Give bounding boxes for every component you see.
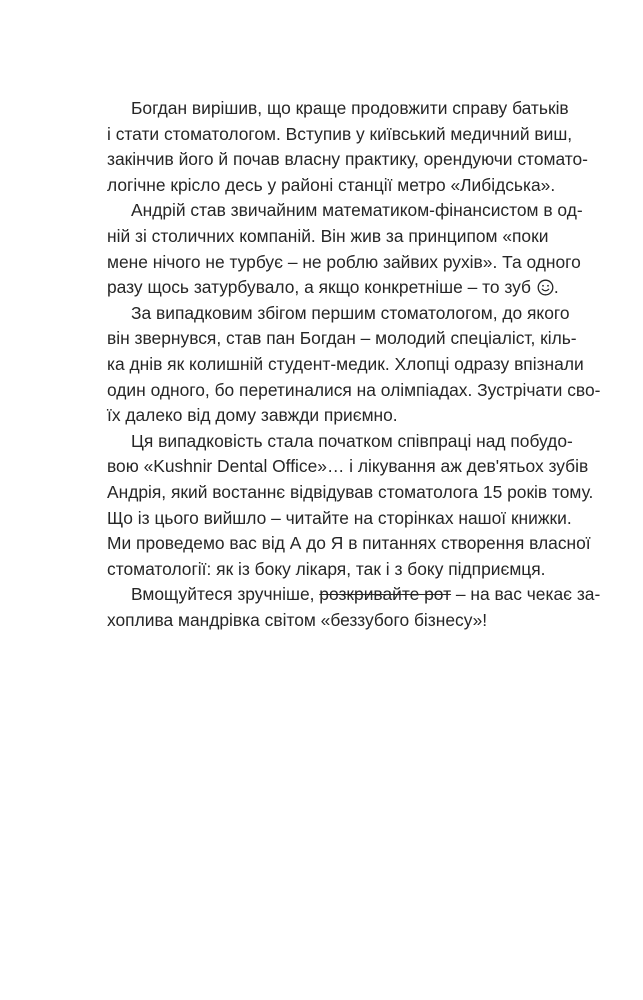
paragraph-1 <box>107 96 588 198</box>
text-line: один одного, бо перетиналися на олімпіадах. Зустрічати сво- <box>107 379 601 400</box>
paragraph-2 <box>107 198 583 300</box>
text-line: стоматології: як із боку лікаря, так і з боку підприємця. <box>107 558 546 579</box>
body-text <box>107 96 601 633</box>
text-line: ка днів як колишній студент-медик. Хлопці одразу впізнали <box>107 353 584 374</box>
text-line: вою «Kushnir Dental Office»… і лікування аж дев'ятьох зубів <box>107 456 589 477</box>
text-line: Ми проведемо вас від А до Я в питаннях створення власної <box>107 533 591 554</box>
text-line: логічне крісло десь у районі станції метро «Либідська». <box>107 174 556 195</box>
text-segment: – на вас чекає за- <box>451 584 601 605</box>
text-line: він звернувся, став пан Богдан – молодий спеціаліст, кіль- <box>107 328 577 349</box>
text-segment: Вмощуйтеся зручніше, <box>131 584 320 605</box>
paragraph-3 <box>107 301 601 429</box>
strikethrough-text: розкривайте рот <box>319 584 452 605</box>
text-line: Що із цього вийшло – читайте на сторінках нашої книжки. <box>107 507 572 528</box>
text-line: Богдан вирішив, що краще продовжити справу батьків <box>131 98 569 118</box>
paragraph-4 <box>107 429 594 583</box>
text-line: їх далеко від дому завжди приємно. <box>107 405 398 426</box>
text-line: закінчив його й почав власну практику, орендуючи стомато- <box>107 149 588 170</box>
text-line: Андрій став звичайним математиком-фінансистом в од- <box>131 200 583 221</box>
text-line-with-strikethrough <box>107 582 601 608</box>
text-line: Ця випадковість стала початком співпраці над побудо- <box>131 430 573 451</box>
text-line-with-smiley: разу щось затурбувало, а якщо конкретніше – то зуб . <box>107 277 559 298</box>
paragraph-5 <box>107 582 601 633</box>
text-line: ній зі столичних компаній. Він жив за принципом «поки <box>107 225 549 246</box>
text-line: хоплива мандрівка світом «беззубого бізнесу»! <box>107 609 488 630</box>
smiley-icon <box>537 279 554 296</box>
text-line: За випадковим збігом першим стоматологом, до якого <box>131 302 570 323</box>
text-line: мене нічого не турбує – не роблю зайвих рухів». Та одного <box>107 251 581 272</box>
text-line: Андрія, який востаннє відвідував стоматолога 15 років тому. <box>107 481 594 502</box>
text-line: і стати стоматологом. Вступив у київський медичний виш, <box>107 123 573 144</box>
text-line: разу щось затурбувало, а якщо конкретніше – то зуб <box>107 277 531 298</box>
